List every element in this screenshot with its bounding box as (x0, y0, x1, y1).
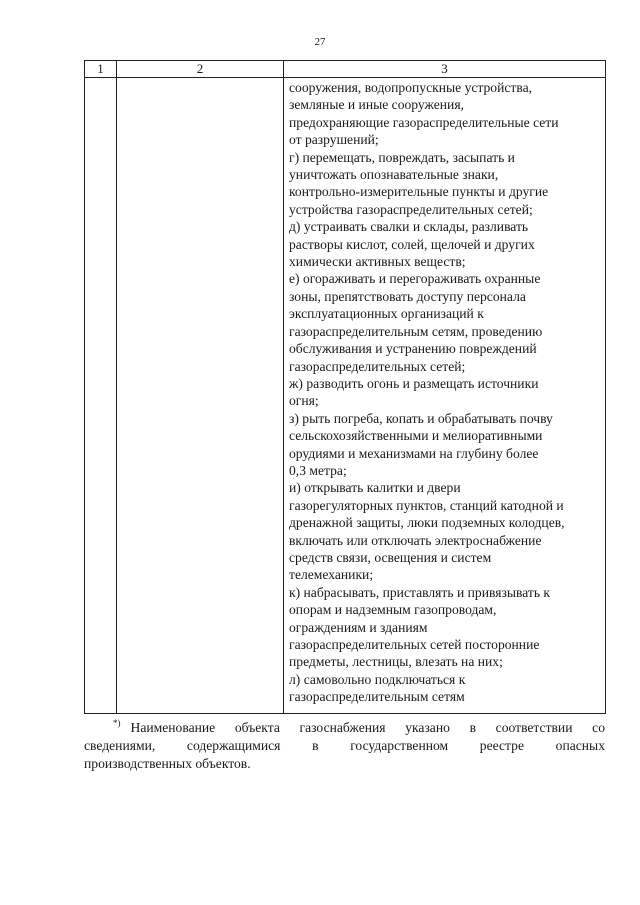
text-line: сельскохозяйственными и мелиоративными (289, 428, 543, 444)
text-line: л) самовольно подключаться к (289, 671, 466, 687)
text-line: уничтожать опознавательные знаки, (289, 167, 499, 183)
text-line: д) устраивать свалки и склады, разливать (289, 219, 529, 235)
text-line: опорам и надземным газопроводам, (289, 602, 497, 618)
column-header-3: 3 (284, 61, 606, 78)
footnote-marker: *) (113, 718, 121, 728)
text-line: контрольно-измерительные пункты и другие (289, 184, 549, 200)
text-line: газораспределительных сетей; (289, 358, 466, 374)
cell-column-2 (117, 78, 284, 714)
table-row (85, 78, 606, 714)
text-line: средств связи, освещения и систем (289, 549, 492, 565)
text-line: включать или отключать электроснабжение (289, 532, 542, 548)
text-line: телемеханики; (289, 567, 374, 583)
text-line: устройства газораспределительных сетей; (289, 201, 533, 217)
footnote-line: сведениями, содержащимися в государственном реестре опасных (84, 738, 605, 753)
text-line: от разрушений; (289, 132, 379, 148)
footnote-line: производственных объектов. (84, 756, 251, 771)
text-line: ж) разводить огонь и размещать источники (289, 375, 539, 391)
column-header-2: 2 (117, 61, 284, 78)
footnote-line-text: Наименование объекта газоснабжения указано в соответствии со (130, 720, 605, 735)
page-number: 27 (314, 36, 326, 48)
text-line: газораспределительных сетей посторонние (289, 637, 540, 652)
cell-column-1 (85, 78, 117, 714)
text-line: и) открывать калитки и двери (289, 480, 461, 496)
footnote (84, 714, 605, 773)
text-line: з) рыть погреба, копать и обрабатывать почву (289, 410, 553, 426)
table-header-row (85, 61, 606, 78)
text-line: газораспределительным сетям (289, 689, 465, 705)
text-line: эксплуатационных организаций к (289, 306, 484, 322)
text-line: орудиями и механизмами на глубину более (289, 445, 539, 461)
text-line: газорегуляторных пунктов, станций катодной и (289, 497, 564, 513)
text-line: газораспределительным сетям, проведению (289, 323, 543, 339)
text-line: е) огораживать и перегораживать охранные (289, 271, 541, 287)
text-line: предметы, лестницы, влезать на них; (289, 654, 503, 670)
text-line: химически активных веществ; (289, 254, 466, 270)
text-line: огня; (289, 393, 319, 409)
text-line: предохраняющие газораспределительные сети (289, 114, 559, 130)
text-line: дренажной защиты, люки подземных колодцев, (289, 515, 565, 531)
text-line: ограждениям и зданиям (289, 619, 428, 635)
text-line: сооружения, водопропускные устройства, (289, 80, 533, 95)
text-line: 0,3 метра; (289, 462, 347, 478)
cell-column-3 (284, 78, 606, 714)
text-line: к) набрасывать, приставлять и привязывать к (289, 584, 551, 600)
text-line: зоны, препятствовать доступу персонала (289, 288, 526, 304)
text-line: земляные и иные сооружения, (289, 97, 464, 113)
prohibitions-table (84, 60, 606, 714)
text-line: г) перемещать, повреждать, засыпать и (289, 149, 515, 165)
column-3-text (284, 78, 605, 706)
column-header-1: 1 (85, 61, 117, 78)
text-line: обслуживания и устранению повреждений (289, 341, 537, 357)
text-line: растворы кислот, солей, щелочей и других (289, 236, 535, 252)
footnote-line (84, 714, 605, 737)
